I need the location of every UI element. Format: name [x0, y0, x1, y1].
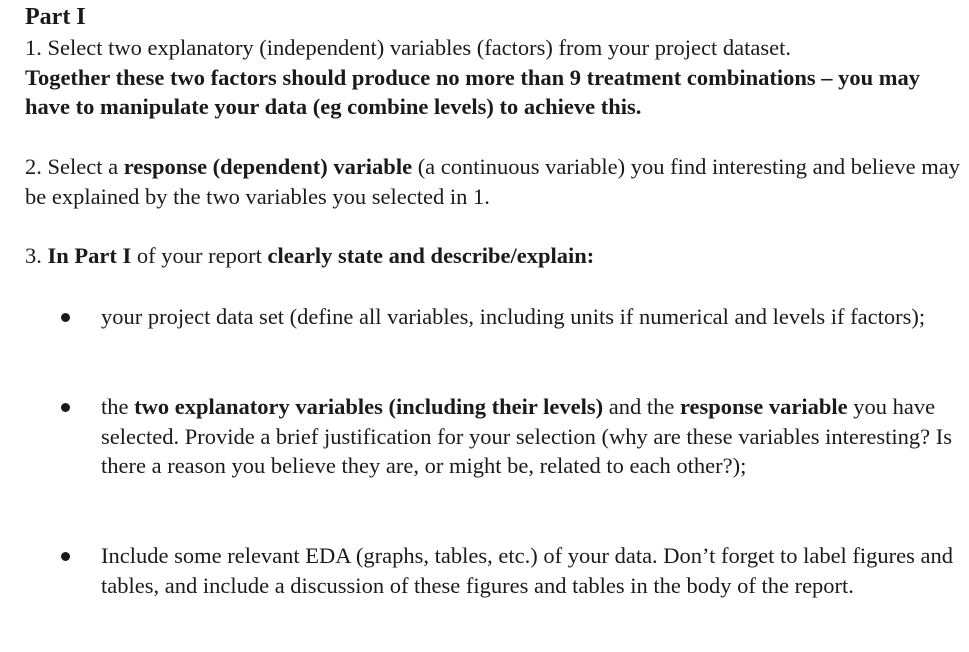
section-heading: Part I — [25, 4, 86, 30]
bullet-dot-icon — [61, 313, 70, 322]
bullet-2-mid: and the — [603, 394, 680, 419]
instruction-3-mid: of your report — [131, 243, 268, 268]
instruction-3 — [25, 241, 965, 271]
instruction-2-bold: response (dependent) variable — [123, 154, 413, 179]
instruction-1-text: 1. Select two explanatory (independent) variables (factors) from your project dataset. — [25, 35, 791, 60]
bullet-2-pre: the — [101, 394, 135, 419]
bullet-dot-icon — [61, 403, 70, 412]
instruction-2 — [25, 152, 965, 211]
bullet-text-dataset: your project data set (define all variables, including units if numerical and levels if factors); — [101, 304, 926, 329]
instruction-3-pre: 3. — [25, 243, 48, 268]
instruction-1-bold: Together these two factors should produce no more than 9 treatment combinations – you may have to manipulate your data (eg combine levels) to achieve this. — [25, 64, 920, 119]
bullet-dot-icon — [61, 552, 70, 561]
instruction-1 — [25, 33, 965, 122]
bullet-text-eda: Include some relevant EDA (graphs, tables, etc.) of your data. Don’t forget to label figures and tables, and include a discussion of these figures and tables in the body of the report. — [101, 543, 954, 598]
instruction-2-pre: 2. Select a — [25, 154, 124, 179]
instruction-3-bold-2: clearly state and describe/explain: — [267, 243, 595, 268]
bullet-text-variables — [101, 392, 969, 481]
instruction-3-bold-1: In Part I — [47, 243, 132, 268]
bullet-2-bold-2: response variable — [679, 394, 848, 419]
bullet-2-post: you have selected. Provide a brief justification for your selection (why are these variables interesting? Is there a reason you believe they are, or might be, related to each other?); — [101, 394, 952, 478]
instruction-2-post: (a continuous variable) you find interesting and believe may be explained by the two variables you selected in 1. — [25, 154, 961, 209]
bullet-2-bold-1: two explanatory variables (including their levels) — [134, 394, 604, 419]
